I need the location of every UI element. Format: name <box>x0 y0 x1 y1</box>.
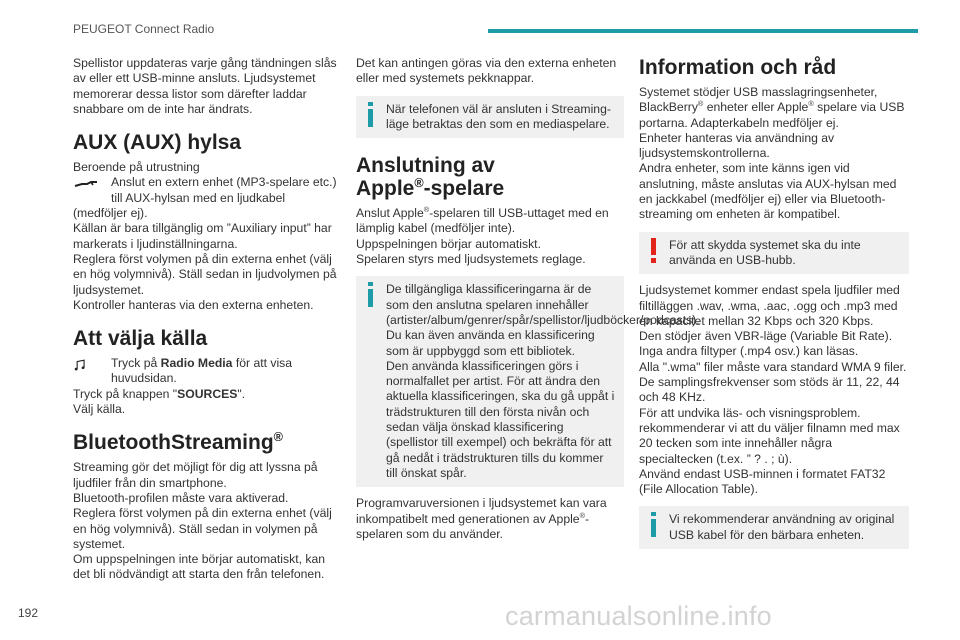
firmware-b: -spelaren som du använder. <box>356 511 590 541</box>
file-p5: De samplingsfrekvenser som stöds är 11, 22, 44 och 48 KHz. <box>639 375 900 405</box>
classification-p1: De tillgängliga klassificeringarna är de som den anslutna spelaren innehåller (artister/album/genrer/spår/spellistor/ljudböcker/podcasts). Du kan även använda en klassificering som är uppbyggd som ett bibliotek. <box>386 282 700 358</box>
usb-cable-note-text: Vi rekommenderar användning av original USB kabel för den bärbara enheten. <box>669 512 895 542</box>
column-2 <box>356 56 700 542</box>
info-note-classification <box>356 276 700 487</box>
aux-cable-icon <box>73 176 99 192</box>
info-p1c: spelare via USB portarna. Adapterkabeln medföljer ej. <box>639 100 905 130</box>
info-icon <box>365 102 379 128</box>
music-note-icon <box>73 356 91 374</box>
apple-p3: Spelaren styrs med ljudsystemets reglage. <box>356 252 586 267</box>
bt-p1: Streaming gör det möjligt för dig att lyssna på ljudfiler från din smartphone. <box>73 460 318 490</box>
file-p7: Använd endast USB-minnen i formatet FAT32 (File Allocation Table). <box>639 466 886 497</box>
info-icon <box>648 512 662 538</box>
file-p1: Ljudsystemet kommer endast spela ljudfiler med filtilläggen .wav, .wma, .aac, .ogg och .mp3 med en kapacitet mellan 32 Kbps och 320 Kbps. <box>639 283 900 328</box>
bt-heading-text: BluetoothStreaming <box>73 431 274 455</box>
source-press-suffix: ". <box>237 386 246 401</box>
radio-media-label: Radio Media <box>160 356 233 371</box>
source-press <box>73 387 338 402</box>
apple-p1 <box>356 206 624 237</box>
file-p3: Inga andra filtyper (.mp4 osv.) kan läsas. <box>639 344 859 359</box>
aux-p2: Reglera först volymen på din externa enhet (välj en hög volymnivå). Ställ sedan in ljudvolymen på ljudsystemet. <box>73 251 337 297</box>
source-instruction <box>73 356 338 387</box>
info-p1b: enheter eller Apple <box>703 100 809 115</box>
header-title: PEUGEOT Connect Radio <box>73 22 215 36</box>
firmware-sup: ® <box>579 510 585 520</box>
bt-p4: Om uppspelningen inte börjar automatiskt, kan det bli nödvändigt att starta den från telefonen. <box>73 552 326 582</box>
column-3 <box>639 56 909 558</box>
info-p1a: Systemet stödjer USB masslagringsenheter, BlackBerry <box>639 85 878 115</box>
firmware-note <box>356 496 624 542</box>
bt-p2: Bluetooth-profilen måste vara aktiverad. <box>73 490 289 505</box>
bt-heading <box>73 431 338 454</box>
aux-equipment: Beroende på utrustning <box>73 160 200 175</box>
apple-p1b: -spelaren till USB-uttaget med en lämplig kabel (medföljer inte). <box>356 206 609 236</box>
file-p2: Den stödjer även VBR-läge (Variable Bit Rate). <box>639 329 893 344</box>
aux-instruction <box>73 175 338 206</box>
control-intro: Det kan antingen göras via den externa enheten eller med systemets pekknappar. <box>356 56 617 86</box>
bt-heading-sup: ® <box>273 430 283 445</box>
file-p4: Alla ".wma" filer måste vara standard WMA 9 filer. <box>639 359 907 374</box>
warning-note-usb-hub <box>639 232 909 275</box>
aux-p3: Kontroller hanteras via den externa enheten. <box>73 297 314 312</box>
info-p1-sup1: ® <box>697 99 704 109</box>
apple-p2: Uppspelningen börjar automatiskt. <box>356 236 541 251</box>
source-tap-suffix: för att visa huvudsidan. <box>111 356 293 386</box>
aux-p1: Källan är bara tillgänglig om ”Auxiliary input” har markerats i ljudinställningarna. <box>73 221 332 251</box>
aux-instruction-text: Anslut en extern enhet (MP3-spelare etc.) till AUX-hylsan med en ljudkabel <box>111 175 337 205</box>
apple-heading-c: -spelare <box>423 177 505 201</box>
header-accent-bar <box>488 29 918 33</box>
apple-heading-sup: ® <box>414 176 424 191</box>
apple-p1a: Anslut Apple <box>356 206 424 221</box>
page-number: 192 <box>18 606 39 620</box>
source-press-prefix: Tryck på knappen " <box>73 386 178 401</box>
column-1 <box>73 56 338 583</box>
bt-p3: Reglera först volymen på din externa enhet (välj en hög volymnivå). Ställ sedan in volymen på systemet. <box>73 506 332 551</box>
info-note-usb-cable <box>639 506 909 549</box>
info-p1 <box>639 85 909 131</box>
info-p3: Andra enheter, som inte känns igen vid anslutning, måste anslutas via AUX-hylsan med en jackkabel (medföljer ej) eller via Bluetooth-streaming om enheten är kompatibel. <box>639 161 897 222</box>
warning-note-text: För att skydda systemet ska du inte använda en USB-hubb. <box>669 237 861 267</box>
info-note-streaming-text: När telefonen väl är ansluten i Streaming-läge betraktas den som en mediaspelare. <box>386 101 611 131</box>
info-icon <box>365 282 379 308</box>
file-p6: För att undvika läs- och visningsproblem. rekommenderar vi att du väljer filnamn med max 20 tecken som inte innehåller några specialtecken (t.ex. ” ? . ; ù). <box>639 405 900 466</box>
source-tap-prefix: Tryck på <box>111 356 161 371</box>
apple-heading-a: Anslutning av <box>356 154 495 178</box>
classification-p2: Den använda klassificeringen görs i normalfallet per artist. För att ändra den aktuella klassificeringen, ska du gå uppåt i trädstrukturen till den första nivån och sedan välja önskad klassificering (spellistor till exempel) och bekräfta för att gå nedåt i trädstrukturen tills du kommer till önskat spår. <box>386 358 615 480</box>
firmware-a: Programvaruversionen i ljudsystemet kan vara inkompatibelt med generationen av Apple <box>356 496 607 526</box>
info-p2: Enheter hanteras via användning av ljudsystemskontrollerna. <box>639 130 835 161</box>
source-choose: Välj källa. <box>73 402 126 417</box>
apple-p1-sup: ® <box>423 205 430 215</box>
apple-heading <box>356 154 624 200</box>
info-heading: Information och råd <box>639 56 837 79</box>
apple-heading-b: Apple <box>356 177 415 201</box>
aux-heading: AUX (AUX) hylsa <box>73 131 242 155</box>
sources-label: SOURCES <box>177 386 238 401</box>
warning-icon <box>648 238 662 264</box>
source-heading: Att välja källa <box>73 327 208 351</box>
info-note-streaming <box>356 96 624 139</box>
watermark: carmanualsonline.info <box>505 601 772 631</box>
playlist-intro: Spellistor uppdateras varje gång tändningen slås av eller ett USB-minne ansluts. Ljudsystemet memorerar dessa listor som därefter laddar snabbare om de inte har ändrats. <box>73 56 337 116</box>
info-p1-sup2: ® <box>808 99 814 109</box>
aux-instruction-rest: (medföljer ej). <box>73 206 148 221</box>
